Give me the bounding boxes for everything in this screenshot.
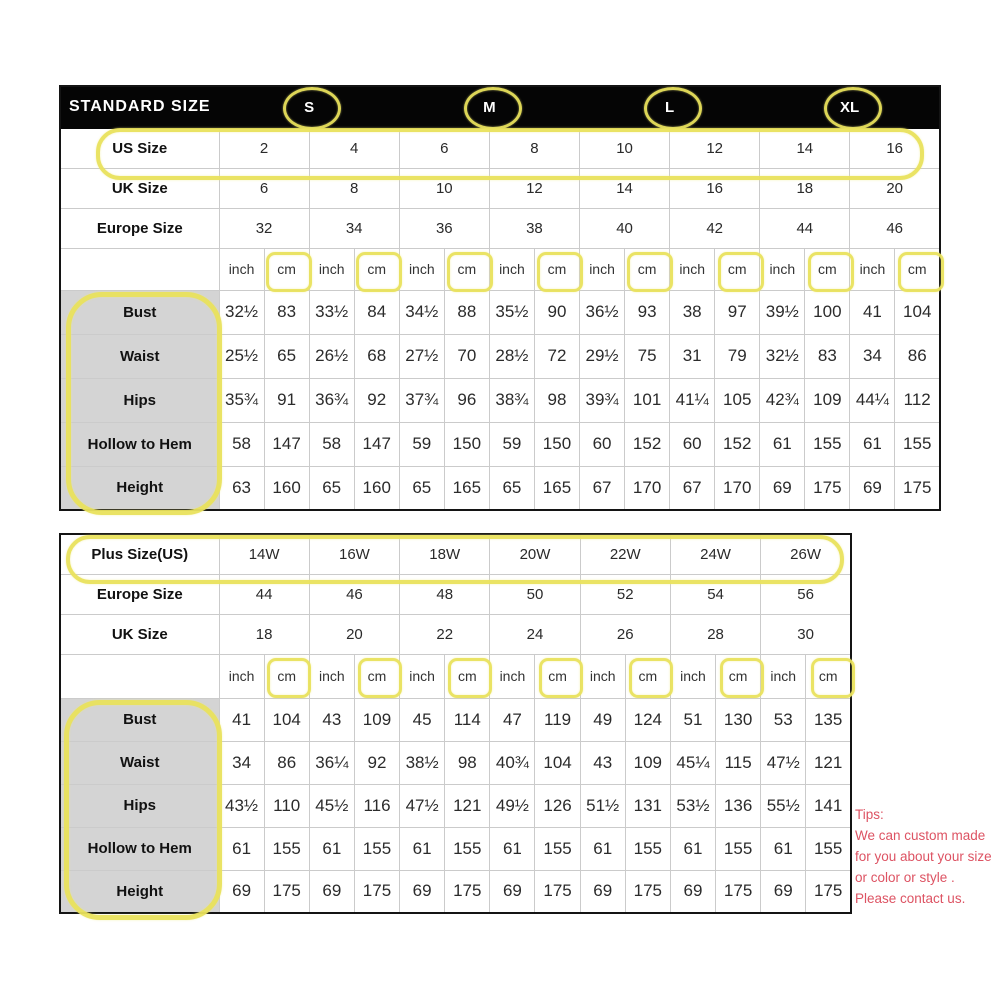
measurement-value-cell: 69 <box>490 870 535 913</box>
measurement-value-cell: 44¼ <box>850 378 895 422</box>
measurement-value-cell: 41 <box>219 698 264 741</box>
unit-label-cell: cm <box>264 654 309 698</box>
tips-note <box>855 804 1000 909</box>
size-value-cell: 20 <box>850 168 940 208</box>
measurement-value-cell: 101 <box>625 378 670 422</box>
size-value-cell: 28 <box>670 614 760 654</box>
size-value-cell: 40 <box>580 208 670 248</box>
measurement-value-cell: 100 <box>805 290 850 334</box>
measurement-value-cell: 61 <box>850 422 895 466</box>
measurement-value-cell: 72 <box>534 334 579 378</box>
size-value-cell: 8 <box>489 128 579 168</box>
measurement-value-cell: 51 <box>670 698 715 741</box>
measurement-value-cell: 121 <box>445 784 490 827</box>
measurement-value-cell: 155 <box>716 827 761 870</box>
unit-label-cell: cm <box>535 654 580 698</box>
unit-label-cell: cm <box>264 248 309 290</box>
measurement-value-cell: 96 <box>444 378 489 422</box>
size-value-cell: 12 <box>670 128 760 168</box>
unit-label-cell: inch <box>670 248 715 290</box>
measurement-value-cell: 61 <box>309 827 354 870</box>
unit-label-cell: inch <box>761 654 806 698</box>
size-value-cell: 8 <box>309 168 399 208</box>
unit-label-cell: inch <box>490 654 535 698</box>
row-label: Hips <box>60 784 219 827</box>
size-value-cell: 2 <box>219 128 309 168</box>
measurement-value-cell: 32½ <box>219 290 264 334</box>
measurement-value-cell: 150 <box>444 422 489 466</box>
measurement-value-cell: 36¼ <box>309 741 354 784</box>
size-value-cell: 20W <box>490 534 580 574</box>
unit-label-cell: cm <box>354 654 399 698</box>
unit-label-cell: cm <box>354 248 399 290</box>
measurement-value-cell: 119 <box>535 698 580 741</box>
size-group-label: S <box>219 86 399 128</box>
measurement-value-cell: 105 <box>715 378 760 422</box>
measurement-value-cell: 61 <box>761 827 806 870</box>
measurement-value-cell: 75 <box>625 334 670 378</box>
measurement-value-cell: 69 <box>580 870 625 913</box>
unit-label-cell: cm <box>715 248 760 290</box>
measurement-value-cell: 155 <box>264 827 309 870</box>
size-value-cell: 56 <box>761 574 851 614</box>
measurement-value-cell: 130 <box>716 698 761 741</box>
measurement-value-cell: 104 <box>535 741 580 784</box>
measurement-value-cell: 165 <box>534 466 579 510</box>
measurement-value-cell: 83 <box>264 290 309 334</box>
row-label: Waist <box>60 741 219 784</box>
measurement-value-cell: 109 <box>625 741 670 784</box>
measurement-value-cell: 53 <box>761 698 806 741</box>
measurement-value-cell: 126 <box>535 784 580 827</box>
measurement-value-cell: 61 <box>760 422 805 466</box>
unit-label-cell: cm <box>806 654 851 698</box>
row-label: Hollow to Hem <box>60 422 219 466</box>
size-value-cell: 52 <box>580 574 670 614</box>
size-value-cell: 24W <box>670 534 760 574</box>
measurement-value-cell: 155 <box>806 827 851 870</box>
measurement-value-cell: 58 <box>309 422 354 466</box>
measurement-value-cell: 43 <box>309 698 354 741</box>
measurement-value-cell: 141 <box>806 784 851 827</box>
measurement-value-cell: 34 <box>850 334 895 378</box>
measurement-value-cell: 51½ <box>580 784 625 827</box>
unit-label-cell: inch <box>580 248 625 290</box>
measurement-value-cell: 47 <box>490 698 535 741</box>
measurement-value-cell: 38 <box>670 290 715 334</box>
unit-label-cell: inch <box>489 248 534 290</box>
measurement-value-cell: 155 <box>895 422 940 466</box>
measurement-value-cell: 175 <box>716 870 761 913</box>
plus-size-table <box>59 533 852 914</box>
measurement-value-cell: 45½ <box>309 784 354 827</box>
measurement-value-cell: 175 <box>805 466 850 510</box>
unit-label-cell: inch <box>580 654 625 698</box>
measurement-value-cell: 175 <box>625 870 670 913</box>
size-group-label: M <box>399 86 579 128</box>
measurement-value-cell: 67 <box>670 466 715 510</box>
unit-label-cell: inch <box>219 654 264 698</box>
unit-label-cell: inch <box>760 248 805 290</box>
row-label: US Size <box>60 128 219 168</box>
size-value-cell: 16W <box>309 534 399 574</box>
measurement-value-cell: 109 <box>354 698 399 741</box>
measurement-value-cell: 92 <box>354 378 399 422</box>
unit-label-cell: cm <box>445 654 490 698</box>
unit-label-cell: cm <box>895 248 940 290</box>
measurement-value-cell: 135 <box>806 698 851 741</box>
measurement-value-cell: 45¼ <box>670 741 715 784</box>
size-value-cell: 46 <box>309 574 399 614</box>
measurement-value-cell: 39¾ <box>580 378 625 422</box>
tips-heading: Tips: <box>855 807 884 822</box>
measurement-value-cell: 97 <box>715 290 760 334</box>
measurement-value-cell: 104 <box>264 698 309 741</box>
size-value-cell: 50 <box>490 574 580 614</box>
measurement-value-cell: 65 <box>309 466 354 510</box>
unit-label-cell: cm <box>625 654 670 698</box>
measurement-value-cell: 33½ <box>309 290 354 334</box>
unit-label-cell: inch <box>219 248 264 290</box>
size-value-cell: 14 <box>580 168 670 208</box>
measurement-value-cell: 98 <box>445 741 490 784</box>
size-value-cell: 4 <box>309 128 399 168</box>
measurement-value-cell: 152 <box>715 422 760 466</box>
row-label: Hips <box>60 378 219 422</box>
measurement-value-cell: 31 <box>670 334 715 378</box>
row-label: Bust <box>60 698 219 741</box>
row-label: Europe Size <box>60 208 219 248</box>
row-label: UK Size <box>60 168 219 208</box>
measurement-value-cell: 26½ <box>309 334 354 378</box>
measurement-value-cell: 165 <box>444 466 489 510</box>
size-value-cell: 16 <box>850 128 940 168</box>
measurement-value-cell: 147 <box>354 422 399 466</box>
unit-label-cell: cm <box>444 248 489 290</box>
measurement-value-cell: 147 <box>264 422 309 466</box>
measurement-value-cell: 155 <box>805 422 850 466</box>
measurement-value-cell: 41 <box>850 290 895 334</box>
measurement-value-cell: 49 <box>580 698 625 741</box>
size-value-cell: 10 <box>580 128 670 168</box>
row-label-empty <box>60 248 219 290</box>
size-value-cell: 38 <box>489 208 579 248</box>
measurement-value-cell: 116 <box>354 784 399 827</box>
unit-label-cell: cm <box>534 248 579 290</box>
measurement-value-cell: 69 <box>850 466 895 510</box>
unit-label-cell: inch <box>309 248 354 290</box>
measurement-value-cell: 47½ <box>400 784 445 827</box>
measurement-value-cell: 98 <box>534 378 579 422</box>
size-value-cell: 6 <box>219 168 309 208</box>
measurement-value-cell: 175 <box>806 870 851 913</box>
tips-line: Please contact us. <box>855 891 966 906</box>
measurement-value-cell: 49½ <box>490 784 535 827</box>
unit-label-cell: inch <box>400 654 445 698</box>
measurement-value-cell: 60 <box>670 422 715 466</box>
measurement-value-cell: 35½ <box>489 290 534 334</box>
measurement-value-cell: 88 <box>444 290 489 334</box>
measurement-value-cell: 32½ <box>760 334 805 378</box>
table-title: STANDARD SIZE <box>60 86 219 128</box>
unit-label-cell: cm <box>805 248 850 290</box>
size-group-label: XL <box>760 86 940 128</box>
measurement-value-cell: 63 <box>219 466 264 510</box>
size-value-cell: 18 <box>760 168 850 208</box>
measurement-value-cell: 175 <box>895 466 940 510</box>
measurement-value-cell: 152 <box>625 422 670 466</box>
measurement-value-cell: 112 <box>895 378 940 422</box>
unit-label-cell: inch <box>399 248 444 290</box>
row-label: Waist <box>60 334 219 378</box>
measurement-value-cell: 42¾ <box>760 378 805 422</box>
measurement-value-cell: 61 <box>580 827 625 870</box>
measurement-value-cell: 69 <box>761 870 806 913</box>
measurement-value-cell: 40¾ <box>490 741 535 784</box>
measurement-value-cell: 92 <box>354 741 399 784</box>
measurement-value-cell: 34½ <box>399 290 444 334</box>
row-label: Height <box>60 466 219 510</box>
size-value-cell: 44 <box>219 574 309 614</box>
size-value-cell: 10 <box>399 168 489 208</box>
measurement-value-cell: 69 <box>670 870 715 913</box>
measurement-value-cell: 175 <box>264 870 309 913</box>
measurement-value-cell: 29½ <box>580 334 625 378</box>
measurement-value-cell: 68 <box>354 334 399 378</box>
measurement-value-cell: 86 <box>895 334 940 378</box>
measurement-value-cell: 61 <box>400 827 445 870</box>
measurement-value-cell: 90 <box>534 290 579 334</box>
measurement-value-cell: 61 <box>670 827 715 870</box>
measurement-value-cell: 35¾ <box>219 378 264 422</box>
size-value-cell: 6 <box>399 128 489 168</box>
size-value-cell: 30 <box>761 614 851 654</box>
unit-label-cell: cm <box>716 654 761 698</box>
size-value-cell: 14 <box>760 128 850 168</box>
measurement-value-cell: 155 <box>445 827 490 870</box>
size-value-cell: 22 <box>400 614 490 654</box>
measurement-value-cell: 27½ <box>399 334 444 378</box>
row-label: Plus Size(US) <box>60 534 219 574</box>
row-label: Europe Size <box>60 574 219 614</box>
measurement-value-cell: 79 <box>715 334 760 378</box>
measurement-value-cell: 160 <box>264 466 309 510</box>
measurement-value-cell: 155 <box>625 827 670 870</box>
size-value-cell: 24 <box>490 614 580 654</box>
measurement-value-cell: 84 <box>354 290 399 334</box>
measurement-value-cell: 114 <box>445 698 490 741</box>
measurement-value-cell: 175 <box>445 870 490 913</box>
size-value-cell: 46 <box>850 208 940 248</box>
measurement-value-cell: 175 <box>354 870 399 913</box>
tips-line: or color or style . <box>855 870 955 885</box>
size-group-label: L <box>580 86 760 128</box>
tips-line: We can custom made <box>855 828 986 843</box>
measurement-value-cell: 83 <box>805 334 850 378</box>
size-value-cell: 22W <box>580 534 670 574</box>
measurement-value-cell: 69 <box>219 870 264 913</box>
measurement-value-cell: 59 <box>399 422 444 466</box>
size-value-cell: 42 <box>670 208 760 248</box>
size-value-cell: 12 <box>489 168 579 208</box>
row-label: Hollow to Hem <box>60 827 219 870</box>
measurement-value-cell: 93 <box>625 290 670 334</box>
size-value-cell: 18W <box>400 534 490 574</box>
unit-label-cell: inch <box>850 248 895 290</box>
measurement-value-cell: 39½ <box>760 290 805 334</box>
standard-size-table <box>59 85 941 511</box>
measurement-value-cell: 28½ <box>489 334 534 378</box>
size-value-cell: 34 <box>309 208 399 248</box>
measurement-value-cell: 37¾ <box>399 378 444 422</box>
size-value-cell: 18 <box>219 614 309 654</box>
measurement-value-cell: 34 <box>219 741 264 784</box>
measurement-value-cell: 175 <box>535 870 580 913</box>
measurement-value-cell: 38½ <box>400 741 445 784</box>
measurement-value-cell: 59 <box>489 422 534 466</box>
measurement-value-cell: 55½ <box>761 784 806 827</box>
row-label: Height <box>60 870 219 913</box>
row-label-empty <box>60 654 219 698</box>
measurement-value-cell: 155 <box>354 827 399 870</box>
measurement-value-cell: 65 <box>264 334 309 378</box>
measurement-value-cell: 36½ <box>580 290 625 334</box>
size-value-cell: 54 <box>670 574 760 614</box>
row-label: UK Size <box>60 614 219 654</box>
measurement-value-cell: 121 <box>806 741 851 784</box>
measurement-value-cell: 61 <box>219 827 264 870</box>
tips-line: for you about your size <box>855 849 992 864</box>
measurement-value-cell: 45 <box>400 698 445 741</box>
measurement-value-cell: 69 <box>309 870 354 913</box>
measurement-value-cell: 91 <box>264 378 309 422</box>
size-value-cell: 26 <box>580 614 670 654</box>
measurement-value-cell: 47½ <box>761 741 806 784</box>
measurement-value-cell: 136 <box>716 784 761 827</box>
size-value-cell: 26W <box>761 534 851 574</box>
size-value-cell: 44 <box>760 208 850 248</box>
measurement-value-cell: 58 <box>219 422 264 466</box>
measurement-value-cell: 104 <box>895 290 940 334</box>
measurement-value-cell: 65 <box>399 466 444 510</box>
measurement-value-cell: 36¾ <box>309 378 354 422</box>
measurement-value-cell: 60 <box>580 422 625 466</box>
measurement-value-cell: 67 <box>580 466 625 510</box>
measurement-value-cell: 170 <box>715 466 760 510</box>
measurement-value-cell: 53½ <box>670 784 715 827</box>
size-value-cell: 16 <box>670 168 760 208</box>
measurement-value-cell: 131 <box>625 784 670 827</box>
measurement-value-cell: 155 <box>535 827 580 870</box>
measurement-value-cell: 70 <box>444 334 489 378</box>
measurement-value-cell: 170 <box>625 466 670 510</box>
size-value-cell: 32 <box>219 208 309 248</box>
measurement-value-cell: 69 <box>760 466 805 510</box>
measurement-value-cell: 86 <box>264 741 309 784</box>
row-label: Bust <box>60 290 219 334</box>
measurement-value-cell: 69 <box>400 870 445 913</box>
size-value-cell: 14W <box>219 534 309 574</box>
measurement-value-cell: 25½ <box>219 334 264 378</box>
size-value-cell: 36 <box>399 208 489 248</box>
measurement-value-cell: 43½ <box>219 784 264 827</box>
unit-label-cell: cm <box>625 248 670 290</box>
measurement-value-cell: 61 <box>490 827 535 870</box>
size-value-cell: 48 <box>400 574 490 614</box>
measurement-value-cell: 110 <box>264 784 309 827</box>
unit-label-cell: inch <box>309 654 354 698</box>
size-value-cell: 20 <box>309 614 399 654</box>
measurement-value-cell: 109 <box>805 378 850 422</box>
measurement-value-cell: 65 <box>489 466 534 510</box>
measurement-value-cell: 41¼ <box>670 378 715 422</box>
measurement-value-cell: 150 <box>534 422 579 466</box>
measurement-value-cell: 124 <box>625 698 670 741</box>
measurement-value-cell: 160 <box>354 466 399 510</box>
measurement-value-cell: 115 <box>716 741 761 784</box>
measurement-value-cell: 43 <box>580 741 625 784</box>
unit-label-cell: inch <box>670 654 715 698</box>
measurement-value-cell: 38¾ <box>489 378 534 422</box>
